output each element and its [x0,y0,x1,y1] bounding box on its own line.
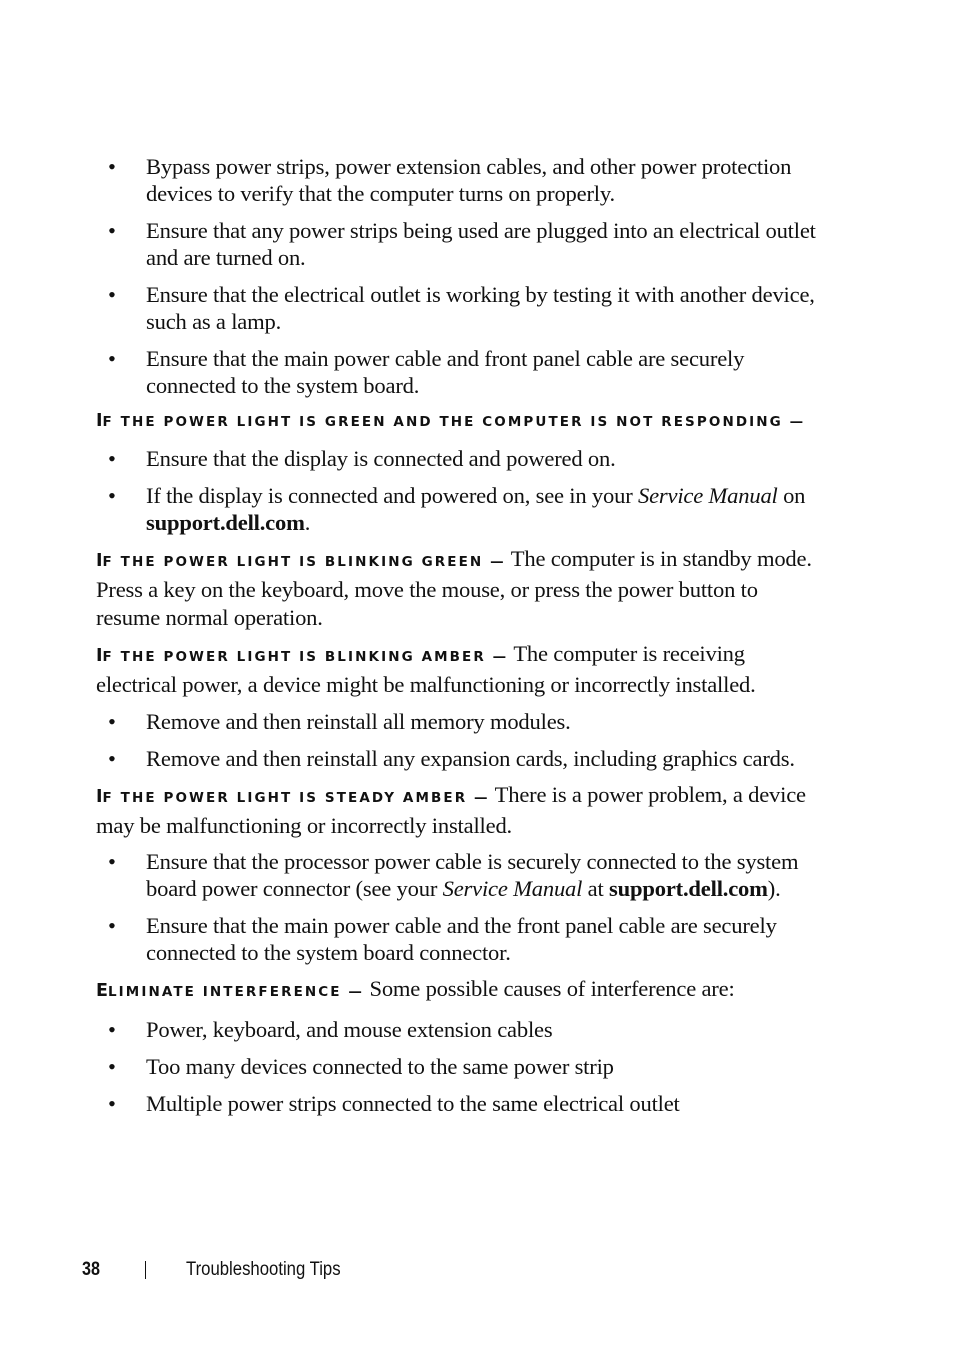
list-item [96,281,822,335]
bullet-marker: • [108,346,116,371]
support-link: support.dell.com [609,876,768,901]
page-number: 38 [82,1259,100,1280]
bullet-marker: • [108,745,116,771]
section-heading-steady-amber [96,786,490,807]
section-eliminate-interference [96,975,822,1006]
bullet-marker: • [108,282,116,307]
list-item [96,1090,822,1117]
list-item-text: Remove and then reinstall any expansion cards, including graphics cards. [146,745,795,771]
list-item [96,482,822,536]
section-blinking-amber [96,640,822,699]
list-item-text: If the display is connected and powered on, see in your [146,483,638,508]
bullet-marker: • [108,218,116,243]
bullet-marker: • [108,913,116,938]
list-item-text: Multiple power strips connected to the same electrical outlet [146,1091,680,1116]
bullet-marker: • [108,1054,116,1079]
list-item-text: Ensure that the display is connected and powered on. [146,446,616,471]
bullet-marker: • [108,446,116,471]
list-item [96,445,822,472]
heading-text: F THE POWER LIGHT IS BLINKING GREEN — [102,554,506,570]
list-item [96,848,822,902]
list-item-text: Too many devices connected to the same power strip [146,1054,614,1079]
bullet-marker: • [108,1017,116,1042]
footer-chapter-title: Troubleshooting Tips [186,1259,341,1280]
list-item [96,1016,822,1043]
manual-title: Service Manual [442,876,583,901]
list-item [96,153,822,207]
list-item [96,217,822,271]
section-heading-green-not-responding [96,408,822,436]
bullet-marker: • [108,483,116,508]
section-heading-blinking-amber [96,646,509,666]
section-body-text: There is a power problem, a device may be malfunctioning or incorrectly installed. [96,781,806,838]
list-item-text: Ensure that the electrical outlet is working by testing it with another device, such as a lamp. [146,282,815,334]
list-item-text: Remove and then reinstall all memory modules. [146,708,571,734]
list-item-text: Ensure that the main power cable and front panel cable are securely connected to the system board. [146,346,745,398]
list-item [96,345,822,399]
heading-initial: E [96,981,108,1001]
section-heading-eliminate-interference [96,981,365,1001]
list-item [96,1053,822,1080]
heading-text: F THE POWER LIGHT IS GREEN AND THE COMPUTER IS NOT RESPONDING — [102,414,806,430]
list-item-text: at [582,876,610,901]
footer-separator [145,1261,146,1279]
section-body-text: Some possible causes of interference are: [364,976,735,1001]
list-item [96,745,822,772]
list-item-text: . [304,510,311,535]
heading-text: LIMINATE INTERFERENCE — [107,984,365,1000]
list-item-text: Ensure that the processor power cable is securely connected to the system board power connector (see your [146,849,799,901]
list-item-text: Bypass power strips, power extension cables, and other power protection devices to verify that the computer turns on properly. [146,154,792,206]
list-item-text: Ensure that the main power cable and the front panel cable are securely connected to the system board connector. [146,913,777,965]
support-link: support.dell.com [146,510,305,535]
bullet-marker: • [108,154,116,179]
list-item [96,912,822,966]
heading-initial: I [96,646,103,666]
heading-text: F THE POWER LIGHT IS STEADY AMBER — [102,789,490,806]
heading-text: F THE POWER LIGHT IS BLINKING AMBER — [102,649,509,665]
section-steady-amber [96,781,822,840]
bullet-marker: • [108,849,116,874]
manual-title: Service Manual [638,483,778,508]
section-body-text: The computer is in standby mode. Press a key on the keyboard, move the mouse, or press the power button to resume normal operation. [96,546,812,630]
heading-initial: I [96,411,103,431]
page-content [96,153,822,1117]
list-item [96,708,822,735]
list-item-text: on [777,483,806,508]
heading-initial: I [96,551,103,571]
section-heading-blinking-green [96,551,506,571]
list-item-text: Power, keyboard, and mouse extension cables [146,1017,553,1042]
heading-initial: I [96,786,103,807]
bullet-marker: • [108,708,116,734]
list-item-text: ). [767,876,781,901]
section-blinking-green [96,545,822,631]
section-body-text: The computer is receiving electrical power, a device might be malfunctioning or incorrectly installed. [96,641,756,697]
bullet-marker: • [108,1091,116,1116]
list-item-text: Ensure that any power strips being used are plugged into an electrical outlet and are turned on. [146,218,816,270]
